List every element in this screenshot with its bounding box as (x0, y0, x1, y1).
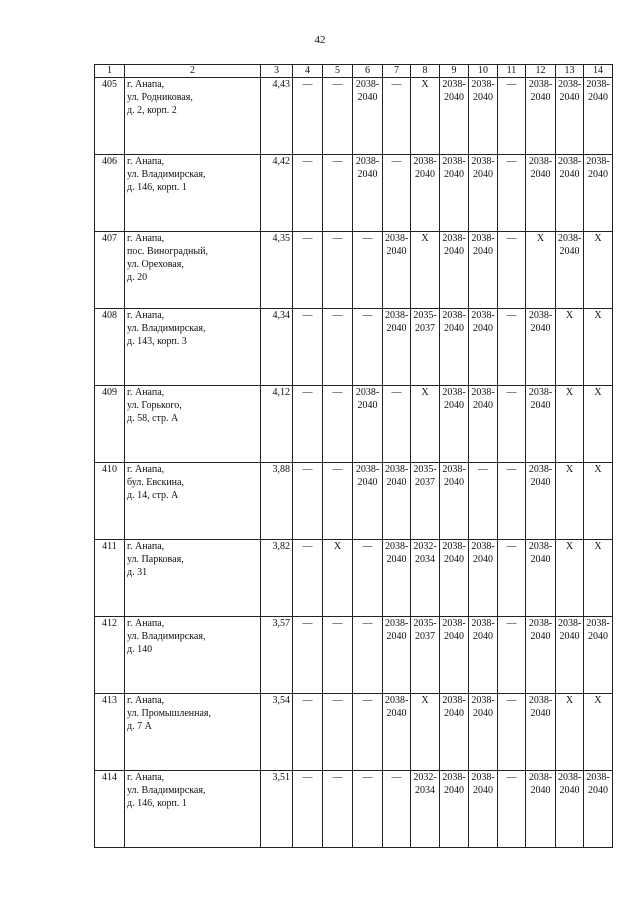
year-cell-col-10: 2038- 2040 (469, 540, 498, 617)
year-cell-col-13: X (556, 309, 584, 386)
year-cell-col-8: 2032- 2034 (411, 771, 440, 848)
year-cell-col-7: 2038- 2040 (383, 540, 411, 617)
column-header-1: 1 (95, 65, 125, 78)
row-number: 407 (95, 232, 125, 309)
year-cell-col-6: — (353, 232, 383, 309)
year-cell-col-5: X (323, 540, 353, 617)
table-body (95, 78, 613, 848)
year-cell-col-10: 2038- 2040 (469, 309, 498, 386)
table-row (95, 309, 613, 386)
table-row (95, 617, 613, 694)
address-line: ул. Владимирская, (127, 323, 206, 334)
year-cell-col-12: 2038- 2040 (526, 771, 556, 848)
year-cell-col-11: — (498, 232, 526, 309)
address-line: г. Анапа, (127, 541, 165, 552)
year-cell-col-10: 2038- 2040 (469, 386, 498, 463)
year-cell-col-9: 2038- 2040 (440, 309, 469, 386)
year-cell-col-12: 2038- 2040 (526, 617, 556, 694)
year-cell-col-6: 2038- 2040 (353, 386, 383, 463)
year-cell-col-4: — (293, 463, 323, 540)
column-header-6: 6 (353, 65, 383, 78)
address-line: г. Анапа, (127, 772, 165, 783)
row-number: 408 (95, 309, 125, 386)
year-cell-col-8: X (411, 232, 440, 309)
year-cell-col-14: X (584, 309, 613, 386)
year-cell-col-4: — (293, 771, 323, 848)
address-line: г. Анапа, (127, 156, 165, 167)
year-cell-col-5: — (323, 309, 353, 386)
area-value: 4,12 (261, 386, 293, 463)
row-number: 410 (95, 463, 125, 540)
row-number: 413 (95, 694, 125, 771)
address-line: д. 2, корп. 2 (127, 105, 177, 116)
address-line: д. 143, корп. 3 (127, 336, 187, 347)
year-cell-col-8: 2035- 2037 (411, 309, 440, 386)
year-cell-col-7: 2038- 2040 (383, 232, 411, 309)
address-cell (125, 155, 261, 232)
column-header-12: 12 (526, 65, 556, 78)
year-cell-col-4: — (293, 309, 323, 386)
year-cell-col-9: 2038- 2040 (440, 771, 469, 848)
area-value: 3,51 (261, 771, 293, 848)
column-header-13: 13 (556, 65, 584, 78)
address-line: ул. Ореховая, (127, 259, 184, 270)
year-cell-col-5: — (323, 232, 353, 309)
table-row (95, 155, 613, 232)
year-cell-col-14: 2038- 2040 (584, 617, 613, 694)
year-cell-col-11: — (498, 617, 526, 694)
address-line: пос. Виноградный, (127, 246, 208, 257)
year-cell-col-12: 2038- 2040 (526, 155, 556, 232)
address-cell (125, 771, 261, 848)
area-value: 4,42 (261, 155, 293, 232)
address-line: ул. Родниковая, (127, 92, 193, 103)
address-line: д. 146, корп. 1 (127, 798, 187, 809)
table-row (95, 540, 613, 617)
year-cell-col-14: X (584, 463, 613, 540)
year-cell-col-6: — (353, 309, 383, 386)
area-value: 3,82 (261, 540, 293, 617)
year-cell-col-9: 2038- 2040 (440, 386, 469, 463)
address-line: г. Анапа, (127, 387, 165, 398)
year-cell-col-13: 2038- 2040 (556, 78, 584, 155)
year-cell-col-8: 2032- 2034 (411, 540, 440, 617)
area-value: 4,43 (261, 78, 293, 155)
year-cell-col-13: X (556, 540, 584, 617)
page-number: 42 (314, 34, 326, 46)
year-cell-col-5: — (323, 771, 353, 848)
year-cell-col-7: 2038- 2040 (383, 463, 411, 540)
address-line: д. 7 А (127, 721, 152, 732)
address-line: г. Анапа, (127, 618, 165, 629)
address-cell (125, 386, 261, 463)
address-line: г. Анапа, (127, 79, 165, 90)
year-cell-col-12: 2038- 2040 (526, 386, 556, 463)
year-cell-col-13: X (556, 386, 584, 463)
year-cell-col-13: 2038- 2040 (556, 771, 584, 848)
table-row (95, 78, 613, 155)
year-cell-col-4: — (293, 540, 323, 617)
year-cell-col-6: 2038- 2040 (353, 463, 383, 540)
address-line: ул. Владимирская, (127, 169, 206, 180)
year-cell-col-4: — (293, 694, 323, 771)
table-row (95, 694, 613, 771)
year-cell-col-14: X (584, 232, 613, 309)
address-line: ул. Парковая, (127, 554, 184, 565)
address-cell (125, 617, 261, 694)
year-cell-col-11: — (498, 694, 526, 771)
year-cell-col-10: 2038- 2040 (469, 771, 498, 848)
year-cell-col-10: 2038- 2040 (469, 78, 498, 155)
year-cell-col-6: 2038- 2040 (353, 155, 383, 232)
year-cell-col-7: 2038- 2040 (383, 617, 411, 694)
address-line: ул. Промышленная, (127, 708, 211, 719)
address-cell (125, 540, 261, 617)
address-line: ул. Владимирская, (127, 785, 206, 796)
row-number: 414 (95, 771, 125, 848)
year-cell-col-12: 2038- 2040 (526, 540, 556, 617)
row-number: 411 (95, 540, 125, 617)
year-cell-col-12: 2038- 2040 (526, 694, 556, 771)
column-header-10: 10 (469, 65, 498, 78)
address-cell (125, 232, 261, 309)
year-cell-col-8: 2035- 2037 (411, 617, 440, 694)
year-cell-col-11: — (498, 78, 526, 155)
year-cell-col-7: 2038- 2040 (383, 694, 411, 771)
year-cell-col-14: 2038- 2040 (584, 155, 613, 232)
address-line: ул. Владимирская, (127, 631, 206, 642)
address-line: г. Анапа, (127, 464, 165, 475)
address-cell (125, 463, 261, 540)
year-cell-col-11: — (498, 463, 526, 540)
year-cell-col-8: X (411, 694, 440, 771)
header-row (95, 65, 613, 78)
year-cell-col-9: 2038- 2040 (440, 155, 469, 232)
table-row (95, 386, 613, 463)
year-cell-col-10: 2038- 2040 (469, 232, 498, 309)
row-number: 412 (95, 617, 125, 694)
area-value: 3,88 (261, 463, 293, 540)
table-row (95, 232, 613, 309)
year-cell-col-11: — (498, 309, 526, 386)
year-cell-col-10: — (469, 463, 498, 540)
year-cell-col-10: 2038- 2040 (469, 694, 498, 771)
address-line: д. 58, стр. А (127, 413, 179, 424)
year-cell-col-5: — (323, 463, 353, 540)
column-header-3: 3 (261, 65, 293, 78)
area-value: 4,34 (261, 309, 293, 386)
year-cell-col-12: 2038- 2040 (526, 78, 556, 155)
year-cell-col-7: — (383, 155, 411, 232)
year-cell-col-6: — (353, 694, 383, 771)
row-number: 406 (95, 155, 125, 232)
year-cell-col-8: X (411, 386, 440, 463)
year-cell-col-5: — (323, 694, 353, 771)
year-cell-col-4: — (293, 232, 323, 309)
year-cell-col-14: X (584, 540, 613, 617)
address-line: д. 140 (127, 644, 153, 655)
year-cell-col-14: 2038- 2040 (584, 771, 613, 848)
column-header-11: 11 (498, 65, 526, 78)
year-cell-col-11: — (498, 155, 526, 232)
year-cell-col-10: 2038- 2040 (469, 617, 498, 694)
year-cell-col-14: X (584, 386, 613, 463)
area-value: 3,57 (261, 617, 293, 694)
row-number: 409 (95, 386, 125, 463)
schedule-table (94, 64, 613, 848)
year-cell-col-9: 2038- 2040 (440, 78, 469, 155)
year-cell-col-8: 2035- 2037 (411, 463, 440, 540)
address-line: г. Анапа, (127, 695, 165, 706)
year-cell-col-11: — (498, 386, 526, 463)
row-number: 405 (95, 78, 125, 155)
address-line: д. 20 (127, 272, 148, 283)
column-header-7: 7 (383, 65, 411, 78)
address-cell (125, 694, 261, 771)
year-cell-col-9: 2038- 2040 (440, 232, 469, 309)
year-cell-col-9: 2038- 2040 (440, 617, 469, 694)
area-value: 4,35 (261, 232, 293, 309)
year-cell-col-6: — (353, 540, 383, 617)
address-line: г. Анапа, (127, 310, 165, 321)
year-cell-col-10: 2038- 2040 (469, 155, 498, 232)
column-header-4: 4 (293, 65, 323, 78)
year-cell-col-13: 2038- 2040 (556, 155, 584, 232)
year-cell-col-7: — (383, 78, 411, 155)
address-line: г. Анапа, (127, 233, 165, 244)
year-cell-col-5: — (323, 617, 353, 694)
address-line: ул. Горького, (127, 400, 182, 411)
address-cell (125, 78, 261, 155)
address-line: д. 14, стр. А (127, 490, 179, 501)
year-cell-col-7: — (383, 386, 411, 463)
column-header-5: 5 (323, 65, 353, 78)
year-cell-col-14: X (584, 694, 613, 771)
year-cell-col-7: 2038- 2040 (383, 309, 411, 386)
table-row (95, 771, 613, 848)
year-cell-col-8: X (411, 78, 440, 155)
column-header-14: 14 (584, 65, 613, 78)
year-cell-col-4: — (293, 617, 323, 694)
address-cell (125, 309, 261, 386)
year-cell-col-9: 2038- 2040 (440, 694, 469, 771)
year-cell-col-5: — (323, 155, 353, 232)
year-cell-col-12: 2038- 2040 (526, 463, 556, 540)
year-cell-col-6: — (353, 617, 383, 694)
area-value: 3,54 (261, 694, 293, 771)
year-cell-col-8: 2038- 2040 (411, 155, 440, 232)
year-cell-col-11: — (498, 771, 526, 848)
column-header-9: 9 (440, 65, 469, 78)
year-cell-col-13: 2038- 2040 (556, 232, 584, 309)
year-cell-col-11: — (498, 540, 526, 617)
year-cell-col-5: — (323, 386, 353, 463)
address-line: д. 146, корп. 1 (127, 182, 187, 193)
year-cell-col-13: 2038- 2040 (556, 617, 584, 694)
year-cell-col-14: 2038- 2040 (584, 78, 613, 155)
column-header-2: 2 (125, 65, 261, 78)
year-cell-col-7: — (383, 771, 411, 848)
year-cell-col-13: X (556, 463, 584, 540)
year-cell-col-6: — (353, 771, 383, 848)
year-cell-col-9: 2038- 2040 (440, 540, 469, 617)
year-cell-col-5: — (323, 78, 353, 155)
year-cell-col-13: X (556, 694, 584, 771)
column-header-8: 8 (411, 65, 440, 78)
year-cell-col-9: 2038- 2040 (440, 463, 469, 540)
address-line: д. 31 (127, 567, 148, 578)
address-line: бул. Евскина, (127, 477, 184, 488)
year-cell-col-12: X (526, 232, 556, 309)
year-cell-col-4: — (293, 155, 323, 232)
year-cell-col-12: 2038- 2040 (526, 309, 556, 386)
table-row (95, 463, 613, 540)
year-cell-col-4: — (293, 78, 323, 155)
year-cell-col-4: — (293, 386, 323, 463)
year-cell-col-6: 2038- 2040 (353, 78, 383, 155)
